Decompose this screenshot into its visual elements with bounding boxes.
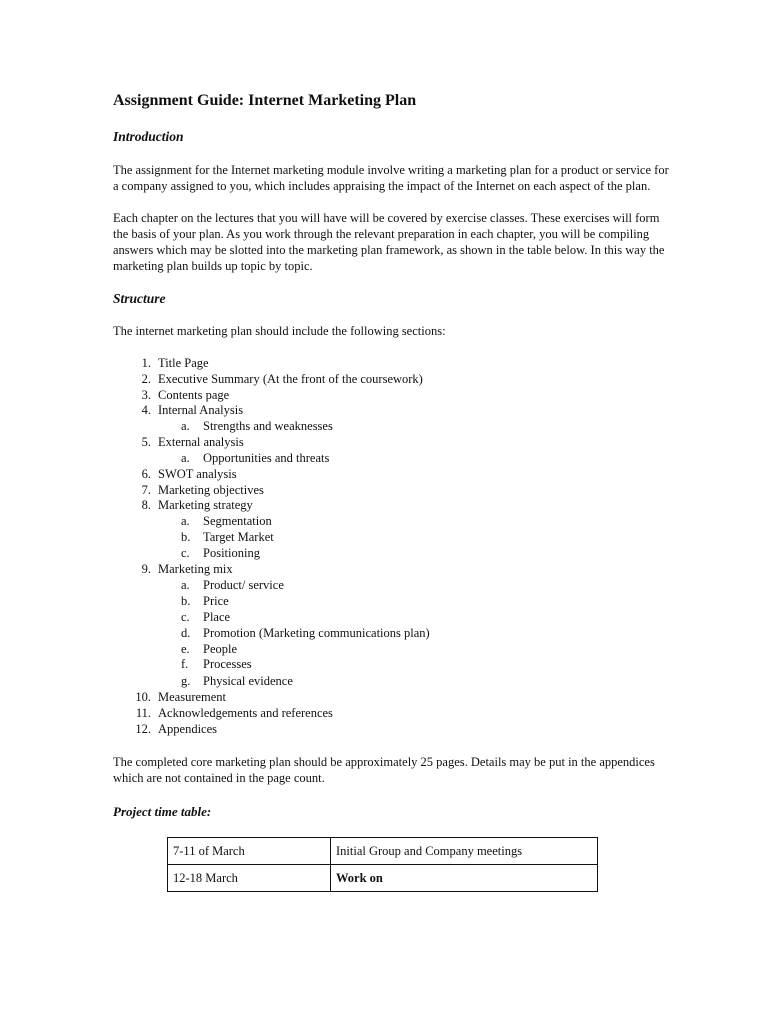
timetable-activity-cell: Initial Group and Company meetings xyxy=(331,838,598,865)
timetable-date-cell: 7-11 of March xyxy=(168,838,331,865)
structure-heading: Structure xyxy=(113,291,166,306)
introduction-paragraph-1: The assignment for the Internet marketing module involve writing a marketing plan for a product or service for a company assigned to you, which includes appraising the impact of the Internet on each aspect of the plan. xyxy=(113,163,669,193)
timetable-date-cell: 12-18 March xyxy=(168,865,331,892)
document-page: Assignment Guide: Internet Marketing Plan Introduction The assignment for the Internet marketing module involve writing a marketing plan for a product or service for a company assigned to you, which includes appraising the impact of the Internet on each aspect of the plan. Each chapter on the lectures that you will have will be covered by exercise classes. These exercises will form the basis of your plan. As you work through the relevant preparation in each chapter, you will be compiling answers which may be slotted into the marketing plan framework, as shown in the table below. In this way the marketing plan builds up topic by topic. Structure The internet marketing plan should include the following sections: 1. Title Page 2. Executive Summary (At the front of the coursework) 3. Contents page 4. Internal Analysis a. Strengths and weaknesses 5. External analysis a. Opportunities and threats 6. SWOT analysis 7. Marketing objectives 8. Marketing strategy a. Segmentation b. Target Market c. Positioning 9. Marketing mix a. Product/ service b. Price c. Place d. Promotion (Marketing communications plan) e. People f. Processes g. Physical evidence 10. Measurement 11. Acknowledgements and references 12. Appendices The completed core marketing plan should be approximately 25 pages. Details may be put in the appendices which are not contained in the page count. Project time table: 7-11 of March Initial Group and Company meetings 12-18 March Work on xyxy=(0,0,768,1024)
timetable-activity-cell: Work on xyxy=(331,865,598,892)
table-row xyxy=(168,865,598,892)
timetable-heading: Project time table: xyxy=(113,804,212,819)
structure-closing-paragraph: The completed core marketing plan should be approximately 25 pages. Details may be put in the appendices which are not contained in the page count. xyxy=(113,755,655,785)
table-row xyxy=(168,838,598,865)
introduction-paragraph-2: Each chapter on the lectures that you will have will be covered by exercise classes. These exercises will form the basis of your plan. As you work through the relevant preparation in each chapter, you will be compiling answers which may be slotted into the marketing plan framework, as shown in the table below. In this way the marketing plan builds up topic by topic. xyxy=(113,211,665,273)
introduction-heading: Introduction xyxy=(113,129,184,144)
document-title: Assignment Guide: Internet Marketing Plan xyxy=(113,92,417,109)
project-timetable xyxy=(167,837,598,892)
structure-lead: The internet marketing plan should include the following sections: xyxy=(113,324,446,338)
